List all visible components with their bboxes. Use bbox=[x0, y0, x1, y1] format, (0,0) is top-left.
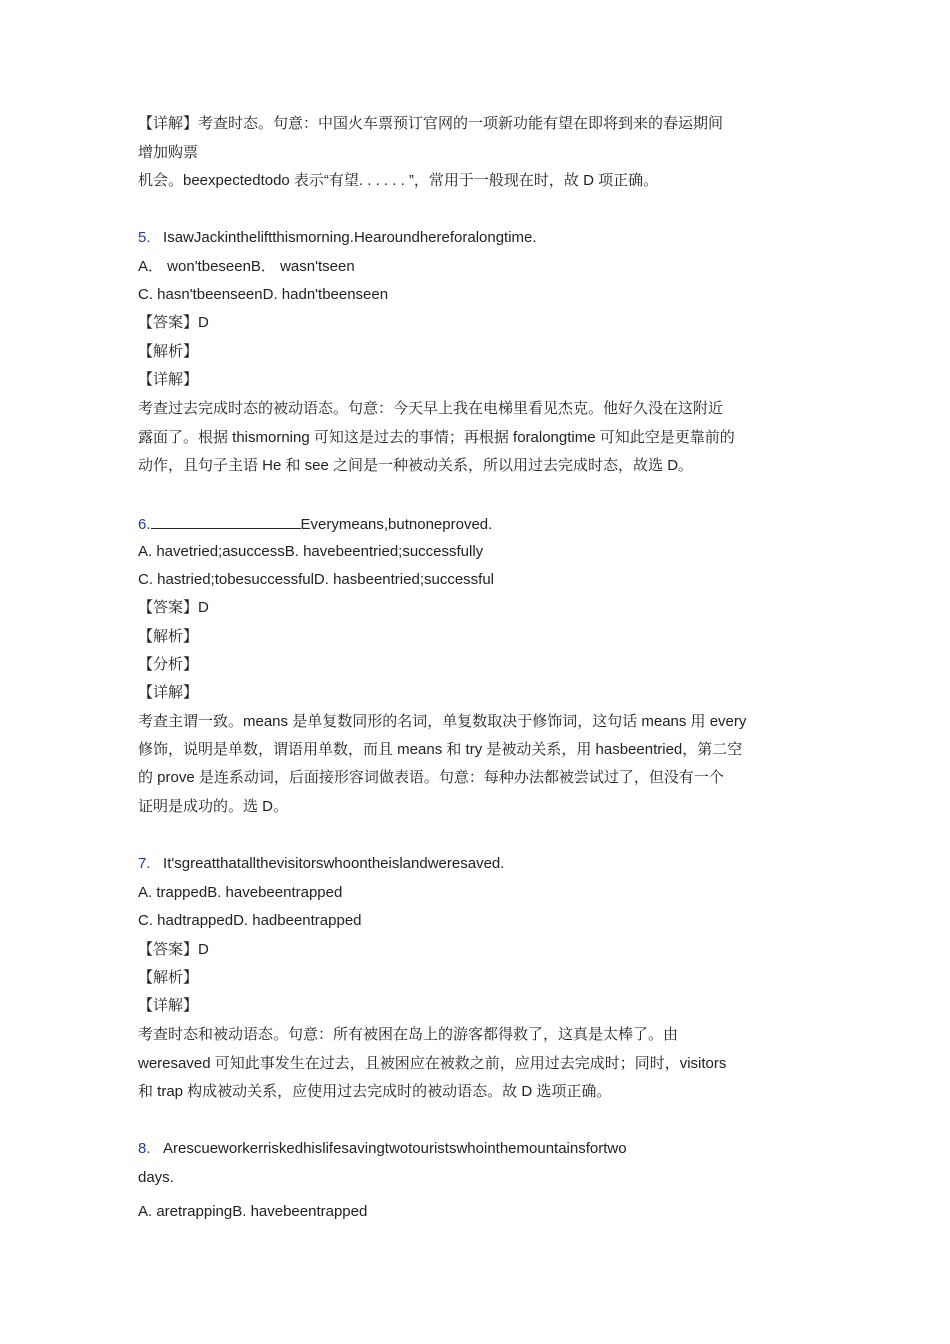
question-7-detail: 【详解】 bbox=[138, 997, 199, 1014]
question-6-options-1: A. havetried;asuccessB. havebeentried;successfully bbox=[138, 543, 484, 560]
question-5-analysis: 【解析】 bbox=[138, 343, 199, 360]
question-number: 6. bbox=[138, 516, 151, 533]
question-7-stem-line bbox=[138, 854, 504, 874]
question-7-analysis: 【解析】 bbox=[138, 969, 199, 986]
question-6-stem-line bbox=[138, 514, 492, 534]
question-stem: It'sgreatthatallthevisitorswhoontheislandweresaved. bbox=[163, 855, 505, 872]
question-5-answer: 【答案】D bbox=[138, 314, 209, 331]
intro-line-2: 增加购票 bbox=[138, 144, 199, 161]
question-7-explanation-3: 和 trap 构成被动关系，应使用过去完成时的被动语态。故 D 选项正确。 bbox=[138, 1083, 612, 1100]
question-5-explanation-1: 考查过去完成时态的被动语态。句意：今天早上我在电梯里看见杰克。他好久没在这附近 bbox=[138, 400, 724, 417]
question-6-answer: 【答案】D bbox=[138, 599, 209, 616]
question-7-explanation-2: weresaved 可知此事发生在过去，且被困应在被救之前，应用过去完成时；同时，visitors bbox=[138, 1055, 727, 1072]
question-6-analysis: 【解析】 bbox=[138, 628, 199, 645]
question-8-stem-continued: days. bbox=[138, 1169, 174, 1186]
question-7-options-2: C. hadtrappedD. hadbeentrapped bbox=[138, 912, 362, 929]
question-6-explanation-2: 修饰，说明是单数，谓语用单数，而且 means 和 try 是被动关系，用 hasbeentried，第二空 bbox=[138, 741, 743, 758]
question-5-stem-line bbox=[138, 228, 537, 248]
question-7-answer: 【答案】D bbox=[138, 941, 209, 958]
intro-line-3: 机会。beexpectedtodo 表示“有望. . . . . . ”，常用于一般现在时，故 D 项正确。 bbox=[138, 172, 659, 189]
question-5-options-1: A． won'tbeseenB． wasn'tseen bbox=[138, 258, 355, 275]
question-7-explanation-1: 考查时态和被动语态。句意：所有被困在岛上的游客都得救了，这真是太棒了。由 bbox=[138, 1026, 679, 1043]
question-6-explanation-1: 考查主谓一致。means 是单复数同形的名词，单复数取决于修饰词，这句话 means 用 every bbox=[138, 713, 747, 730]
question-7-options-1: A. trappedB. havebeentrapped bbox=[138, 884, 343, 901]
question-number: 8. bbox=[138, 1140, 151, 1157]
question-6-options-2: C. hastried;tobesuccessfulD. hasbeentried;successful bbox=[138, 571, 495, 588]
question-stem: IsawJackintheliftthismorning.Hearoundhereforalongtime. bbox=[163, 229, 537, 246]
question-5-explanation-3: 动作，且句子主语 He 和 see 之间是一种被动关系，所以用过去完成时态，故选 D。 bbox=[138, 457, 694, 474]
question-5-explanation-2: 露面了。根据 thismorning 可知这是过去的事情；再根据 foralongtime 可知此空是更靠前的 bbox=[138, 429, 735, 446]
question-stem: Everymeans,butnoneproved. bbox=[300, 516, 493, 533]
question-number: 7. bbox=[138, 855, 151, 872]
question-6-fenxi: 【分析】 bbox=[138, 656, 199, 673]
question-5-options-2: C. hasn'tbeenseenD. hadn'tbeenseen bbox=[138, 286, 389, 303]
question-5-detail: 【详解】 bbox=[138, 371, 199, 388]
question-stem: Arescueworkerriskedhislifesavingtwotouristswhointhemountainsfortwo bbox=[163, 1140, 627, 1157]
question-8-options-1: A. aretrappingB. havebeentrapped bbox=[138, 1203, 368, 1220]
question-6-explanation-3: 的 prove 是连系动词，后面接形容词做表语。句意：每种办法都被尝试过了，但没有一个 bbox=[138, 769, 724, 786]
question-8-stem-line bbox=[138, 1139, 627, 1159]
answer-blank bbox=[151, 514, 301, 529]
question-number: 5. bbox=[138, 229, 151, 246]
intro-line-1: 【详解】考查时态。句意：中国火车票预订官网的一项新功能有望在即将到来的春运期间 bbox=[138, 115, 724, 132]
question-6-detail: 【详解】 bbox=[138, 684, 199, 701]
question-6-explanation-4: 证明是成功的。选 D。 bbox=[138, 798, 289, 815]
